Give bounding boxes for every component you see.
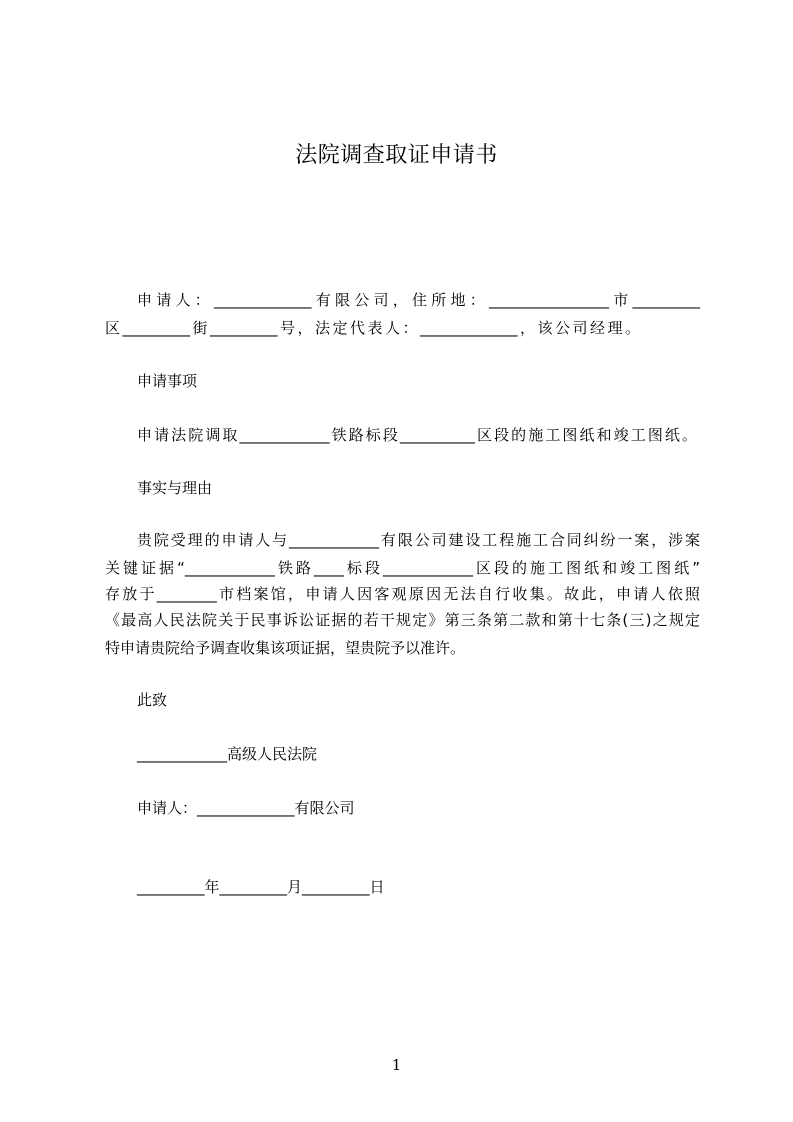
facts-line-1: 贵院受理的申请人与____________有限公司建设工程施工合同纠纷一案，涉案 xyxy=(137,531,700,549)
addressee-line: ____________高级人民法院 xyxy=(137,745,318,763)
facts-line-2: 关键证据“____________铁路____标段____________区段的施工图纸和竣工图纸” xyxy=(105,559,700,577)
document-title: 法院调查取证申请书 xyxy=(295,143,498,168)
applicant-line-1: 申请人：_____________有限公司，住所地：________________市_________ xyxy=(137,291,700,309)
closing-text: 此致 xyxy=(137,691,168,709)
applicant-line-2: 区_________街_________号，法定代表人：_____________，该公司经理。 xyxy=(105,319,640,337)
date-line: _________年_________月_________日 xyxy=(137,878,385,896)
signature-line: 申请人：_____________有限公司 xyxy=(137,799,355,817)
facts-line-5: 特申请贵院给予调查收集该项证据，望贵院予以准许。 xyxy=(105,639,466,657)
request-text: 申请法院调取____________铁路标段__________区段的施工图纸和竣工图纸。 xyxy=(137,426,697,444)
facts-line-4: 《最高人民法院关于民事诉讼证据的若干规定》第三条第二款和第十七条(三)之规定 xyxy=(105,611,700,629)
facts-line-3: 存放于________市档案馆，申请人因客观原因无法自行收集。故此，申请人依照 xyxy=(105,585,700,603)
facts-heading: 事实与理由 xyxy=(137,479,213,497)
page-number: 1 xyxy=(391,1056,402,1074)
request-heading: 申请事项 xyxy=(137,372,198,390)
